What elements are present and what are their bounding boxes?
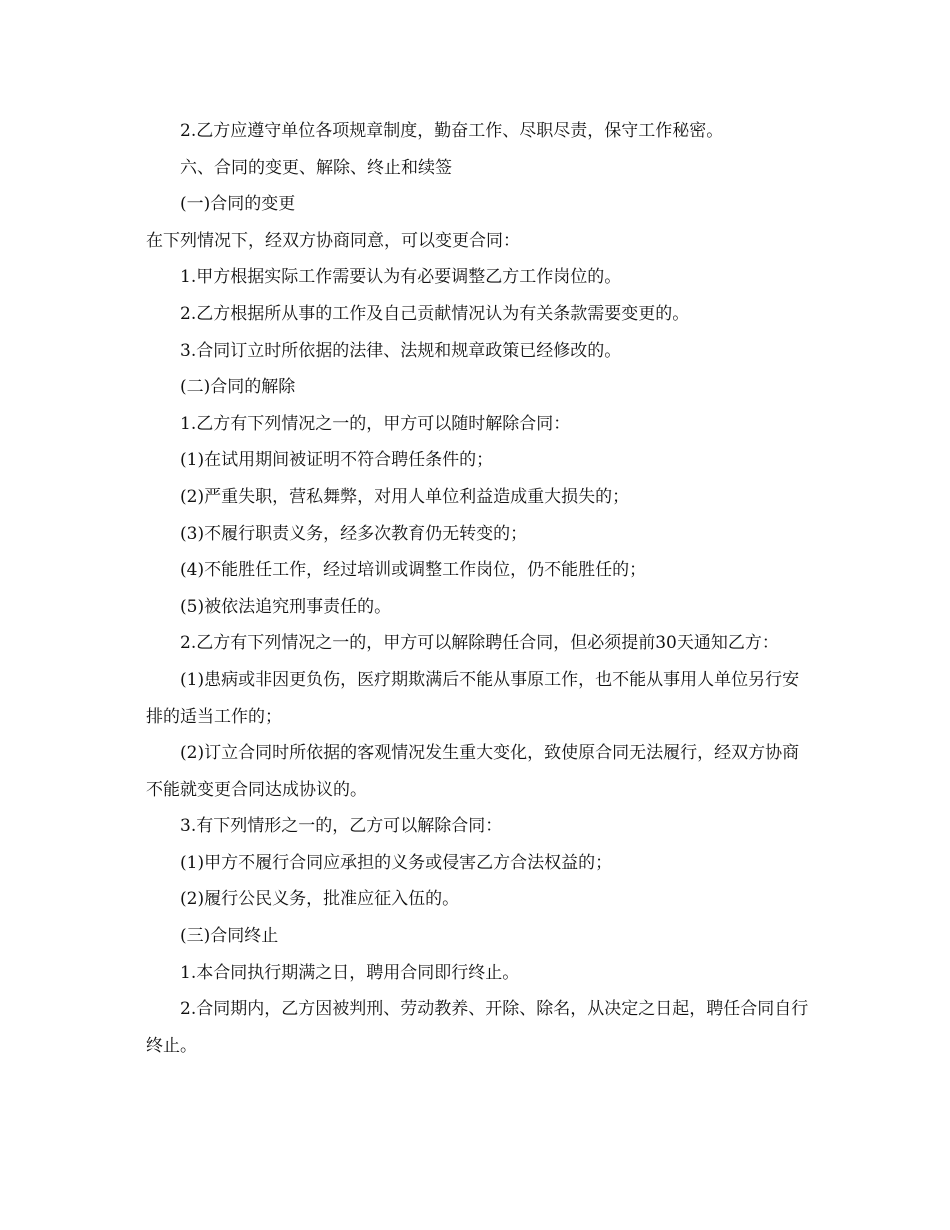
subsection-heading: (二)合同的解除 [180, 377, 296, 398]
list-item: 2.合同期内，乙方因被判刑、劳动教养、开除、除名，从决定之日起，聘任合同自行终止。 [146, 999, 809, 1056]
subsection-heading: (一)合同的变更 [180, 194, 296, 215]
list-item: 1.乙方有下列情况之一的，甲方可以随时解除合同： [180, 413, 571, 434]
list-item: (2)履行公民义务，批准应征入伍的。 [180, 889, 460, 910]
document-body [146, 113, 816, 1064]
list-item: (2)订立合同时所依据的客观情况发生重大变化，致使原合同无法履行，经双方协商不能就变更合同达成协议的。 [146, 743, 800, 800]
list-item: (2)严重失职，营私舞弊，对用人单位利益造成重大损失的； [180, 486, 630, 507]
list-item: (1)患病或非因更负伤，医疗期欺满后不能从事原工作，也不能从事用人单位另行安排的适当工作的； [146, 669, 800, 727]
paragraph: 2.乙方应遵守单位各项规章制度，勤奋工作、尽职尽责，保守工作秘密。 [180, 121, 724, 141]
paragraph: 在下列情况下，经双方协商同意，可以变更合同： [146, 230, 520, 251]
list-item: 3.合同订立时所依据的法律、法规和规章政策已经修改的。 [180, 340, 622, 361]
list-item: 1.甲方根据实际工作需要认为有必要调整乙方工作岗位的。 [180, 267, 622, 288]
list-item: (4)不能胜任工作，经过培训或调整工作岗位，仍不能胜任的； [180, 560, 647, 581]
subsection-heading: (三)合同终止 [180, 926, 279, 947]
list-item: (5)被依法追究刑事责任的。 [180, 596, 392, 617]
list-item: 3.有下列情形之一的，乙方可以解除合同： [180, 816, 503, 837]
list-item: (1)甲方不履行合同应承担的义务或侵害乙方合法权益的； [180, 852, 613, 873]
list-item: 1.本合同执行期满之日，聘用合同即行终止。 [180, 962, 520, 983]
list-item: 2.乙方根据所从事的工作及自己贡献情况认为有关条款需要变更的。 [180, 303, 690, 324]
list-item: 2.乙方有下列情况之一的，甲方可以解除聘任合同，但必须提前30天通知乙方： [180, 633, 779, 654]
list-item: (1)在试用期间被证明不符合聘任条件的； [180, 450, 494, 471]
list-item: (3)不履行职责义务，经多次教育仍无转变的； [180, 523, 528, 544]
section-heading: 六、合同的变更、解除、终止和续签 [180, 157, 452, 178]
